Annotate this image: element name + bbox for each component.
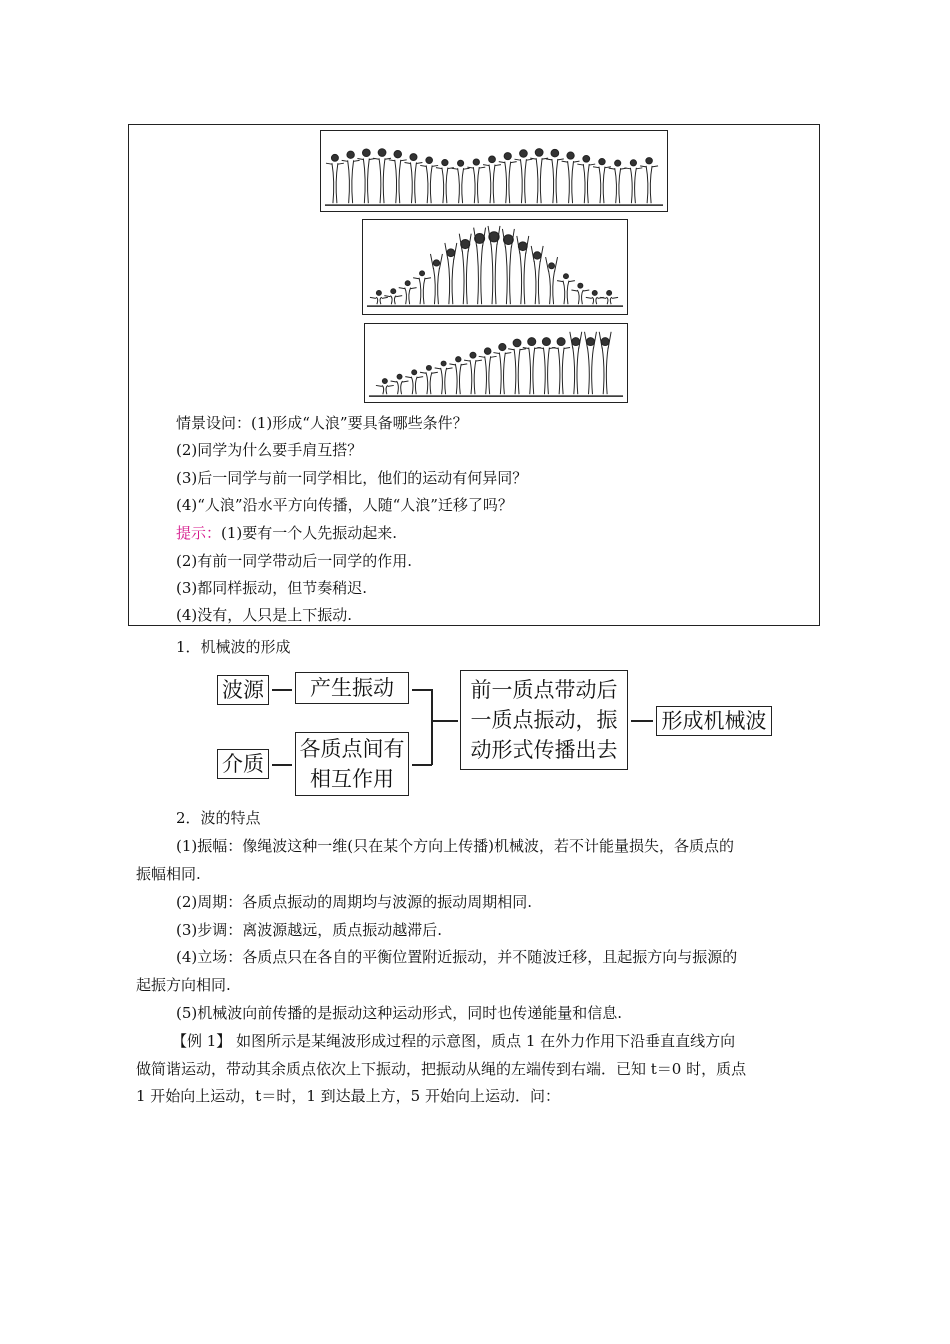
- person-figure: [523, 338, 541, 395]
- person-figure: [531, 246, 543, 304]
- person-figure: [517, 236, 529, 304]
- person-figure: [537, 338, 555, 395]
- answer-3: (3)都同样振动，但节奏稍迟.: [176, 579, 368, 597]
- person-figure: [464, 352, 482, 394]
- propagation-box: [460, 670, 628, 770]
- person-figure: [624, 160, 642, 203]
- interaction-line-2: 相互作用: [310, 767, 394, 791]
- person-figure: [546, 257, 558, 304]
- person-figure: [326, 154, 344, 203]
- person-figure: [384, 289, 402, 304]
- connector: [431, 689, 433, 765]
- person-figure: [483, 156, 501, 203]
- person-figure: [389, 150, 407, 203]
- feature-line: 起振方向相同.: [136, 976, 231, 994]
- interaction-line-1: 各质点间有: [299, 737, 405, 761]
- feature-line: (3)步调：离波源越远，质点振动越滞后.: [176, 921, 443, 939]
- section-1-heading: 1．机械波的形成: [176, 638, 291, 656]
- person-figure: [405, 154, 423, 204]
- person-figure: [474, 228, 486, 305]
- person-figure: [546, 149, 564, 203]
- human-wave-illustration-1: [320, 130, 668, 212]
- answer-2: (2)有前一同学带动后一同学的作用.: [176, 552, 413, 570]
- particle-interaction-box: [295, 732, 409, 796]
- person-figure: [436, 160, 454, 204]
- person-figure: [435, 361, 453, 394]
- connector: [412, 689, 432, 691]
- person-figure: [459, 234, 471, 305]
- connector: [431, 720, 458, 722]
- person-figure: [552, 338, 570, 395]
- person-figure: [449, 357, 467, 395]
- answer-4: (4)没有，人只是上下振动.: [176, 606, 353, 624]
- person-figure: [585, 332, 597, 394]
- feature-line: (4)立场：各质点只在各自的平衡位置附近振动，并不随波迁移，且起振方向与振源的: [176, 948, 738, 966]
- scenario-question-4: (4)“人浪”沿水平方向传播，人随“人浪”迁移了吗？: [176, 496, 513, 514]
- person-figure: [479, 348, 497, 394]
- connector: [412, 764, 432, 766]
- person-figure: [557, 274, 575, 304]
- connector: [272, 764, 292, 766]
- propagation-line-2: 一质点振动，振: [470, 708, 618, 732]
- propagation-line-3: 动形式传播出去: [470, 738, 618, 762]
- person-figure: [370, 291, 388, 305]
- propagation-line-1: 前一质点带动后: [470, 678, 618, 702]
- person-figure: [452, 160, 470, 203]
- person-figure: [430, 254, 442, 304]
- person-figure: [399, 281, 417, 304]
- person-figure: [420, 365, 438, 394]
- example-line-3: 1 开始向上运动，t＝时，1 到达最上方，5 开始向上运动．问：: [136, 1087, 560, 1105]
- person-figure: [467, 159, 485, 203]
- medium-box: 介质: [217, 749, 269, 779]
- person-figure: [640, 158, 658, 204]
- feature-line: 振幅相同.: [136, 865, 201, 883]
- answer-1-text: (1)要有一个人先振动起来.: [221, 524, 398, 542]
- feature-line: (1)振幅：像绳波这种一维(只在某个方向上传播)机械波，若不计能量损失，各质点的: [176, 837, 734, 855]
- hint-label: 提示：: [176, 524, 222, 542]
- person-figure: [445, 243, 457, 304]
- person-figure: [514, 150, 532, 203]
- person-figure: [405, 370, 423, 394]
- person-figure: [570, 332, 582, 394]
- person-figure: [499, 153, 517, 204]
- connector: [631, 720, 653, 722]
- person-figure: [593, 159, 611, 204]
- person-figure: [420, 157, 438, 203]
- person-figure: [577, 155, 595, 203]
- feature-line: (2)周期：各质点振动的周期均与波源的振动周期相同.: [176, 893, 533, 911]
- person-figure: [530, 149, 548, 204]
- feature-line: (5)机械波向前传播的是振动这种运动形式，同时也传递能量和信息.: [176, 1004, 623, 1022]
- human-wave-illustration-3: [364, 323, 628, 403]
- hint-answer-1: [176, 523, 397, 543]
- human-wave-illustration-2: [362, 219, 628, 315]
- scenario-question-1: 情景设问：(1)形成“人浪”要具备哪些条件？: [176, 414, 468, 432]
- person-figure: [600, 291, 618, 305]
- person-figure: [488, 226, 500, 304]
- person-figure: [373, 149, 391, 203]
- scenario-question-3: (3)后一同学与前一同学相比，他们的运动有何异同？: [176, 469, 528, 487]
- person-figure: [342, 151, 360, 203]
- section-2-heading: 2．波的特点: [176, 809, 261, 827]
- example-line-2: 做简谐运动，带动其余质点依次上下振动，把振动从绳的左端传到右端．已知 t＝0 时，质点: [136, 1060, 747, 1078]
- person-figure: [493, 344, 511, 395]
- example-line-1: 【例 1】 如图所示是某绳波形成过程的示意图，质点 1 在外力作用下沿垂直直线方向: [172, 1032, 736, 1050]
- person-figure: [609, 160, 627, 203]
- scenario-question-2: (2)同学为什么要手肩互搭？: [176, 441, 363, 459]
- person-figure: [502, 229, 514, 304]
- person-figure: [562, 152, 580, 203]
- mechanical-wave-box: 形成机械波: [656, 706, 772, 736]
- person-figure: [357, 149, 375, 203]
- connector: [272, 689, 292, 691]
- person-figure: [599, 332, 611, 394]
- person-figure: [571, 283, 589, 304]
- wave-source-box: 波源: [217, 675, 269, 705]
- produce-vibration-box: 产生振动: [295, 672, 409, 704]
